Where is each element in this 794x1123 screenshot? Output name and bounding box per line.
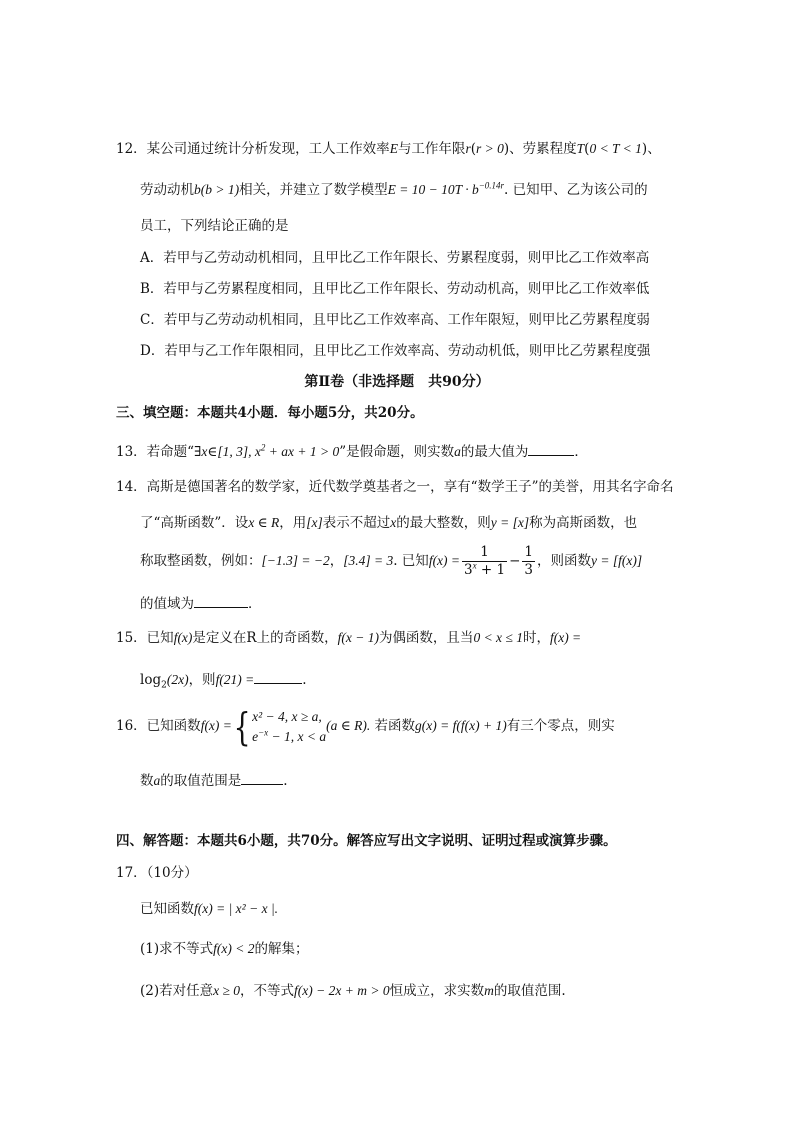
model-formula: E = 10 − 10T · b xyxy=(387,182,479,197)
cond-b: (b > 1) xyxy=(200,182,240,197)
q12-option-a: A．若甲与乙劳动动机相同，且甲比乙工作年限长、劳累程度弱，则甲比乙工作效率高 xyxy=(140,250,650,266)
q14-line3: 称取整函数，例如：[−1.3] = −2，[3.4] = 3. 已知f(x) = $\frac{1}{3^x + 1}$ − $\frac{1}{3}$ ，则函数y = [f(x)] xyxy=(140,544,643,578)
q12-option-d: D．若甲与乙工作年限相同，且甲比乙工作效率高、劳动动机低，则甲比乙劳累程度强 xyxy=(140,343,651,359)
q14-answer-blank[interactable] xyxy=(194,593,248,608)
piecewise-brace: { xyxy=(233,704,251,749)
q16-answer-blank[interactable] xyxy=(241,770,283,785)
q12-option-b: B．若甲与乙劳累程度相同，且甲比乙工作年限长、劳动动机高，则甲比乙工作效率低 xyxy=(140,281,650,297)
q14-line1: 14．高斯是德国著名的数学家，近代数学奠基者之一，享有“数学王子”的美誉，用其名字命名 xyxy=(116,479,674,495)
q13: 13．若命题“∃x∈[1, 3], $x^2$ + ax + 1 > 0”是假命题，则实数a的最大值为 ． xyxy=(116,442,588,460)
piecewise-cases: x² − 4, x ≥ a, $e^{-x} - 1$, x < a xyxy=(252,708,327,744)
q12-line3: 员工，下列结论正确的是 xyxy=(140,218,289,234)
q14-line2: 了“高斯函数”．设x ∈ R，用[x]表示不超过x的最大整数，则y = [x]称为高斯函数，也 xyxy=(140,515,638,531)
model-exponent: −0.14r xyxy=(478,180,505,191)
q17-part1: (1)求不等式f(x) < 2的解集； xyxy=(140,941,309,957)
q13-answer-blank[interactable] xyxy=(528,441,574,456)
q15-answer-blank[interactable] xyxy=(254,669,302,684)
q12-option-c: C．若甲与乙劳动动机相同，且甲比乙工作效率高、工作年限短，则甲比乙劳累程度弱 xyxy=(140,312,650,328)
q12-line2: 劳动动机b(b > 1)相关，并建立了数学模型$E = 10 - 10T \cdot b^{-0.14r}$. 已知甲、乙为该公司的 xyxy=(140,180,648,198)
var-T: T xyxy=(576,141,585,156)
var-r: r xyxy=(465,141,471,156)
q15-line1: 15．已知f(x)是定义在R上的奇函数，f(x − 1)为偶函数，且当0 < x ≤ 1时，f(x) = xyxy=(116,630,582,646)
q17-head: 17．（10分） xyxy=(116,865,198,881)
q14-line4: 的值域为 ． xyxy=(140,593,262,613)
section4-heading: 四、解答题：本题共6小题，共70分。解答应写出文字说明、证明过程或演算步骤。 xyxy=(116,833,617,849)
q15-line2: $\log_2(2x)$，则f(21) = . xyxy=(140,669,307,689)
var-b: b xyxy=(194,182,201,197)
q17-given: 已知函数f(x) = | x² − x |. xyxy=(140,901,279,917)
q16-line1: 16．已知函数f(x) ={ x² − 4, x ≥ a, $e^{-x} - 1$, x < a (a ∈ R). 若函数g(x) = f(f(x) + 1)有三个零点，则实 xyxy=(116,704,615,749)
var-E: E xyxy=(389,141,398,156)
q16-line2: 数a的取值范围是 . xyxy=(140,770,288,790)
part2-title: 第Ⅱ卷（非选择题 共90分） xyxy=(304,374,490,390)
fraction-1-over-3: $\frac{1}{3}$ xyxy=(524,544,534,578)
fraction-1-over-3x-plus-1: $\frac{1}{3^x + 1}$ xyxy=(464,544,506,578)
q13-math: ∃x∈[1, 3], x xyxy=(194,444,261,459)
q12-line1: 12．某公司通过统计分析发现，工人工作效率E与工作年限r(r > 0)、劳累程度T(0 < T < 1)、 xyxy=(116,141,661,157)
section3-heading: 三、填空题：本题共4小题．每小题5分，共20分。 xyxy=(116,405,424,421)
q17-part2: (2)若对任意x ≥ 0，不等式f(x) − 2x + m > 0恒成立，求实数m的取值范围. xyxy=(140,983,566,999)
cond-T: 0 < T < 1 xyxy=(589,141,642,156)
cond-r: r > 0 xyxy=(475,141,504,156)
